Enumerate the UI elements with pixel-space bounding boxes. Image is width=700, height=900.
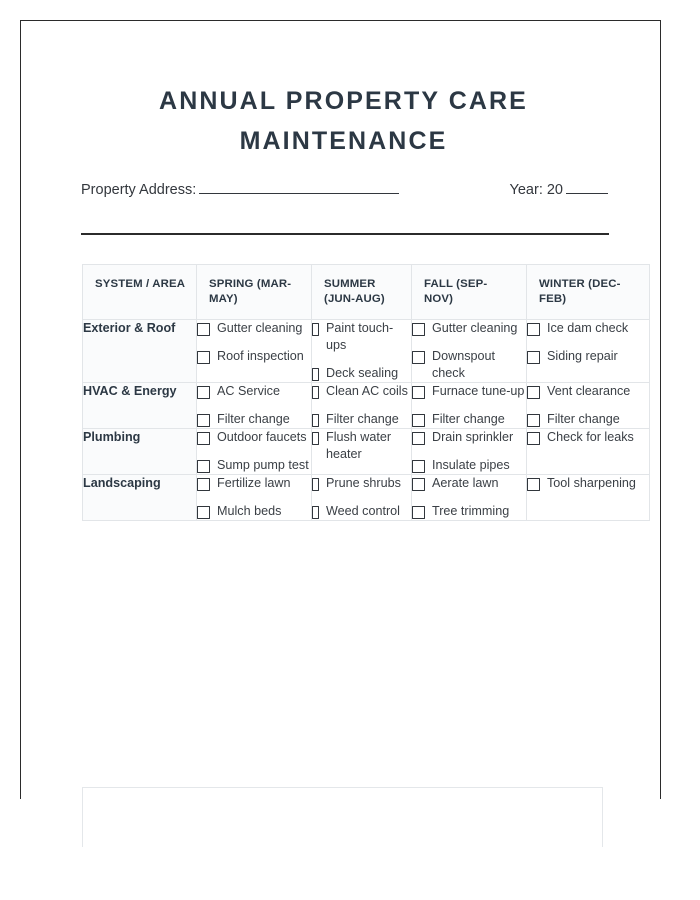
- tasks-plumbing-spring: [197, 429, 312, 475]
- checkbox-icon[interactable]: [412, 386, 425, 399]
- tasks-landscaping-summer: [312, 475, 412, 521]
- checkbox-icon[interactable]: [527, 478, 540, 491]
- checkbox-icon[interactable]: [312, 414, 319, 427]
- tasks-hvac-energy-spring: [197, 383, 312, 429]
- task-item[interactable]: Gutter cleaning: [197, 320, 311, 337]
- task-item[interactable]: Siding repair: [527, 348, 649, 365]
- task-item[interactable]: Filter change: [527, 411, 649, 428]
- property-address-field[interactable]: [81, 180, 399, 198]
- checkbox-icon[interactable]: [197, 506, 210, 519]
- checkbox-icon[interactable]: [412, 414, 425, 427]
- tasks-hvac-energy-winter: [527, 383, 650, 429]
- table-row: [83, 320, 650, 383]
- task-item[interactable]: Aerate lawn: [412, 475, 526, 492]
- task-item[interactable]: Clean AC coils: [312, 383, 411, 400]
- checkbox-icon[interactable]: [312, 368, 319, 381]
- checkbox-icon[interactable]: [197, 351, 210, 364]
- task-item[interactable]: Deck sealing: [312, 365, 411, 382]
- task-item[interactable]: Ice dam check: [527, 320, 649, 337]
- checkbox-icon[interactable]: [412, 460, 425, 473]
- column-header-summer: SUMMER (JUN-AUG): [312, 265, 412, 320]
- tasks-exterior-roof-fall: [412, 320, 527, 383]
- checkbox-icon[interactable]: [197, 432, 210, 445]
- tasks-plumbing-fall: [412, 429, 527, 475]
- task-item[interactable]: Filter change: [412, 411, 526, 428]
- column-header-fall: FALL (SEP-NOV): [412, 265, 527, 320]
- year-label: Year: 20: [509, 182, 563, 198]
- checkbox-icon[interactable]: [312, 386, 319, 399]
- tasks-landscaping-fall: [412, 475, 527, 521]
- checkbox-icon[interactable]: [197, 323, 210, 336]
- table-row: [83, 429, 650, 475]
- column-header-winter: WINTER (DEC-FEB): [527, 265, 650, 320]
- task-item[interactable]: Check for leaks: [527, 429, 649, 446]
- property-address-blank[interactable]: [199, 180, 399, 194]
- page-title-line-2: MAINTENANCE: [239, 127, 448, 155]
- property-address-label: Property Address:: [81, 182, 197, 198]
- tasks-landscaping-spring: [197, 475, 312, 521]
- task-item[interactable]: Filter change: [197, 411, 311, 428]
- task-item[interactable]: Downspout check: [412, 348, 526, 382]
- tasks-plumbing-summer: [312, 429, 412, 475]
- task-item[interactable]: AC Service: [197, 383, 311, 400]
- maintenance-table: [82, 264, 650, 521]
- row-label-exterior-roof: Exterior & Roof: [83, 320, 197, 383]
- year-blank[interactable]: [566, 180, 608, 194]
- checkbox-icon[interactable]: [412, 478, 425, 491]
- year-field[interactable]: [510, 180, 608, 198]
- checkbox-icon[interactable]: [527, 323, 540, 336]
- document-page: [20, 20, 661, 799]
- column-header-system: SYSTEM / AREA: [83, 265, 197, 320]
- task-item[interactable]: Mulch beds: [197, 503, 311, 520]
- task-item[interactable]: Prune shrubs: [312, 475, 411, 492]
- page-title: [76, 81, 611, 161]
- tasks-exterior-roof-spring: [197, 320, 312, 383]
- task-item[interactable]: Paint touch-ups: [312, 320, 411, 354]
- checkbox-icon[interactable]: [527, 432, 540, 445]
- task-item[interactable]: Tree trimming: [412, 503, 526, 520]
- checkbox-icon[interactable]: [527, 386, 540, 399]
- row-label-hvac-energy: HVAC & Energy: [83, 383, 197, 429]
- task-item[interactable]: Weed control: [312, 503, 411, 520]
- checkbox-icon[interactable]: [197, 460, 210, 473]
- document-meta-row: [81, 180, 608, 204]
- checkbox-icon[interactable]: [527, 351, 540, 364]
- task-item[interactable]: Sump pump test: [197, 457, 311, 474]
- table-row: [83, 383, 650, 429]
- task-item[interactable]: Roof inspection: [197, 348, 311, 365]
- tasks-hvac-energy-fall: [412, 383, 527, 429]
- checkbox-icon[interactable]: [527, 414, 540, 427]
- page-content: [21, 21, 662, 800]
- checkbox-icon[interactable]: [197, 478, 210, 491]
- tasks-exterior-roof-summer: [312, 320, 412, 383]
- checkbox-icon[interactable]: [197, 386, 210, 399]
- tasks-landscaping-winter: [527, 475, 650, 521]
- tasks-hvac-energy-summer: [312, 383, 412, 429]
- task-item[interactable]: Drain sprinkler: [412, 429, 526, 446]
- checkbox-icon[interactable]: [312, 323, 319, 336]
- task-item[interactable]: Tool sharpening: [527, 475, 649, 492]
- table-body: [83, 320, 650, 521]
- task-item[interactable]: Furnace tune-up: [412, 383, 526, 400]
- checkbox-icon[interactable]: [197, 414, 210, 427]
- checkbox-icon[interactable]: [412, 432, 425, 445]
- table-row: [83, 475, 650, 521]
- checkbox-icon[interactable]: [312, 506, 319, 519]
- row-label-landscaping: Landscaping: [83, 475, 197, 521]
- next-section-box: [82, 787, 603, 847]
- tasks-plumbing-winter: [527, 429, 650, 475]
- page-title-line-1: ANNUAL PROPERTY CARE: [159, 87, 528, 115]
- column-header-spring: SPRING (MAR-MAY): [197, 265, 312, 320]
- table-header: [83, 265, 650, 320]
- tasks-exterior-roof-winter: [527, 320, 650, 383]
- checkbox-icon[interactable]: [312, 432, 319, 445]
- checkbox-icon[interactable]: [412, 506, 425, 519]
- checkbox-icon[interactable]: [412, 323, 425, 336]
- row-label-plumbing: Plumbing: [83, 429, 197, 475]
- task-item[interactable]: Outdoor faucets: [197, 429, 311, 446]
- checkbox-icon[interactable]: [412, 351, 425, 364]
- task-item[interactable]: Gutter cleaning: [412, 320, 526, 337]
- task-item[interactable]: Vent clearance: [527, 383, 649, 400]
- header-divider-rule: [81, 233, 609, 235]
- task-item[interactable]: Filter change: [312, 411, 411, 428]
- checkbox-icon[interactable]: [312, 478, 319, 491]
- task-item[interactable]: Flush water heater: [312, 429, 411, 463]
- task-item[interactable]: Insulate pipes: [412, 457, 526, 474]
- table-header-row: [83, 265, 650, 320]
- task-item[interactable]: Fertilize lawn: [197, 475, 311, 492]
